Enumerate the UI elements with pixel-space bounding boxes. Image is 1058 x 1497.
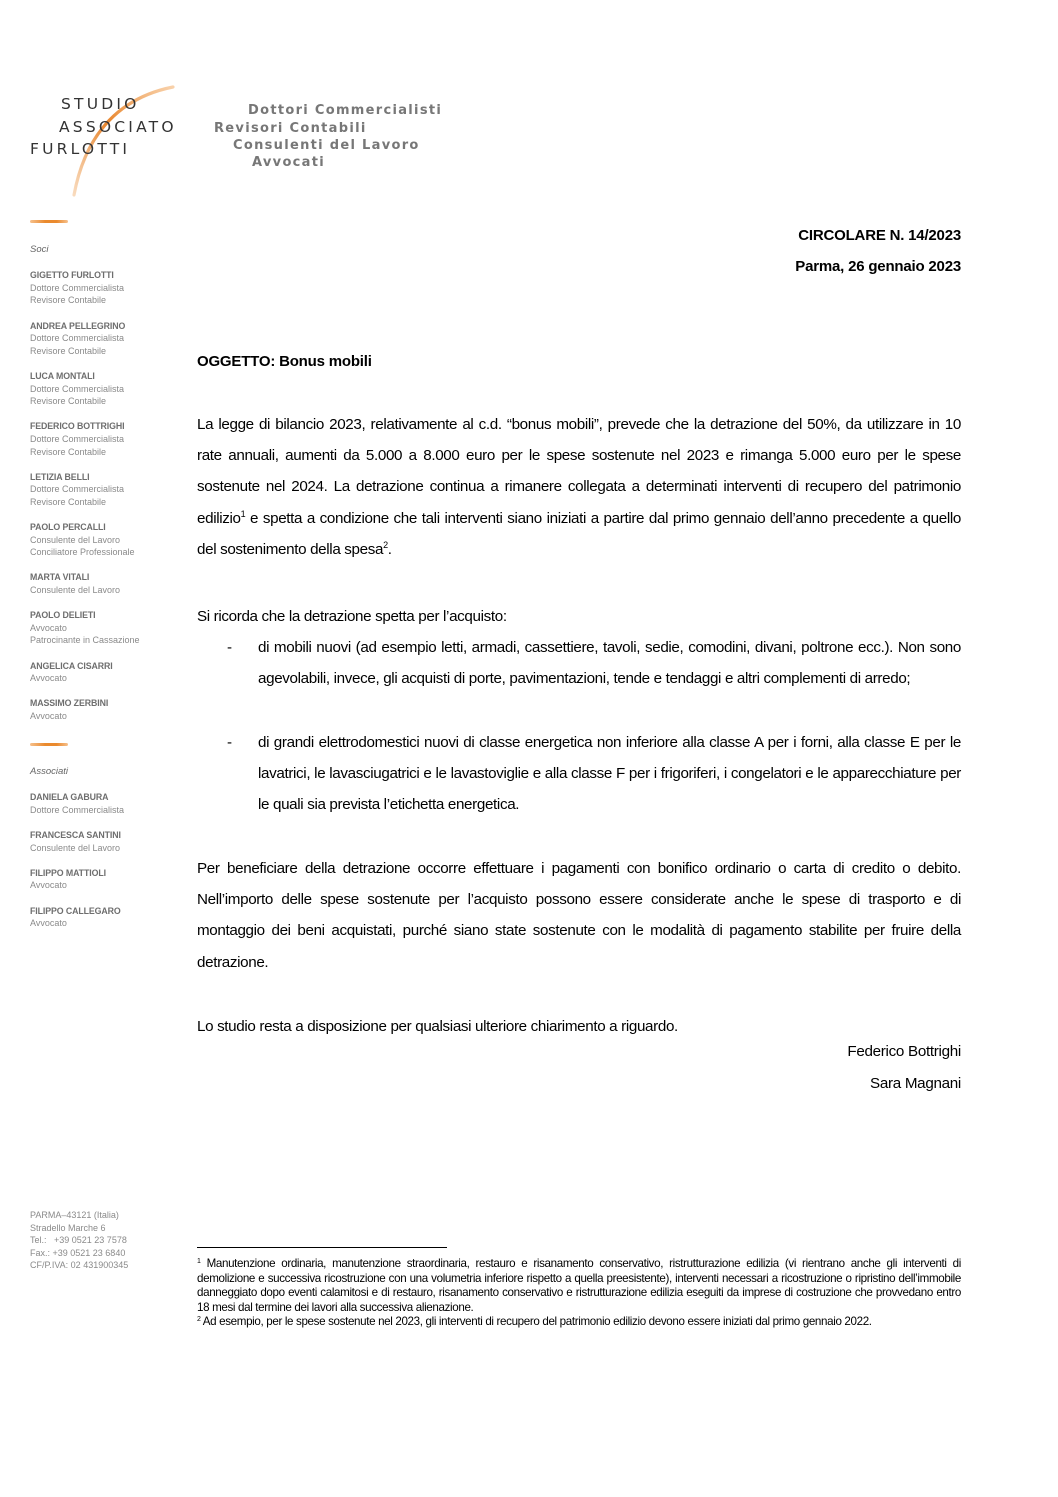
person-role: Revisore Contabile: [30, 345, 107, 356]
paragraph-list-intro: Si ricorda che la detrazione spetta per l’acquisto:: [197, 608, 507, 625]
footnote: [197, 1257, 961, 1315]
paragraph-closing: Lo studio resta a disposizione per qualsiasi ulteriore chiarimento a riguardo.: [197, 1018, 678, 1035]
paragraph-payment: Per beneficiare della detrazione occorre effettuare i pagamenti con bonifico ordinario o carta di credito o debito. Nell’importo delle spese sostenute per l’acquisto possono essere considerate anche le spese di trasporto e di montaggio dei beni acquistati, purché siano state sostenute con le modalità di pagamento stabilite per fruire della detrazione.: [197, 860, 961, 971]
person-name: PAOLO DELIETI: [30, 610, 96, 621]
sidebar-person: [30, 829, 124, 854]
person-name: GIGETTO FURLOTTI: [30, 270, 114, 281]
footnote: [197, 1315, 961, 1330]
sidebar-person: [30, 269, 140, 307]
person-role: Consulente del Lavoro: [30, 842, 121, 853]
studio-logo: [28, 85, 188, 210]
logo-line-2: ASSOCIATO: [59, 118, 177, 136]
soci-list: [30, 269, 140, 722]
address-line: Stradello Marche 6: [30, 1222, 106, 1233]
person-role: Consulente del Lavoro: [30, 534, 121, 545]
person-role: Dottore Commercialista: [30, 433, 125, 444]
sidebar-person: [30, 867, 124, 892]
list-item-text: di mobili nuovi (ad esempio letti, armadi, cassettiere, tavoli, sedie, comodini, divani, poltrone ecc.). Non sono agevolabili, invece, gli acquisti di porte, pavimentazioni, tende e tendaggi e altri complementi di arredo;: [258, 639, 961, 688]
profession-line: Dottori Commercialisti: [248, 103, 443, 118]
text: .: [387, 540, 392, 558]
person-role: Dottore Commercialista: [30, 383, 125, 394]
footnote-mark: 2: [197, 1316, 201, 1324]
footnote-text: Ad esempio, per le spese sostenute nel 2023, gli interventi di recupero del patrimonio edilizio devono essere iniziati dal primo gennaio 2022.: [200, 1315, 872, 1329]
person-role: Revisore Contabile: [30, 396, 107, 407]
person-role: Consulente del Lavoro: [30, 585, 121, 596]
soci-label: Soci: [30, 244, 49, 255]
person-name: FRANCESCA SANTINI: [30, 829, 121, 840]
sidebar-person: [30, 697, 140, 722]
sidebar-person: [30, 791, 124, 816]
studio-address: [30, 1209, 128, 1272]
person-role: Revisore Contabile: [30, 496, 107, 507]
person-role: Dottore Commercialista: [30, 804, 125, 815]
sidebar-person: [30, 471, 140, 509]
associati-list: [30, 791, 124, 930]
list-item: [197, 727, 961, 821]
person-role: Revisore Contabile: [30, 446, 107, 457]
person-name: DANIELA GABURA: [30, 792, 109, 803]
logo-line-3: FURLOTTI: [30, 140, 131, 158]
sidebar-soci: [30, 244, 140, 735]
address-line: PARMA–43121 (Italia): [30, 1210, 119, 1220]
address-line: Tel.: +39 0521 23 7578: [30, 1235, 127, 1246]
person-name: FILIPPO MATTIOLI: [30, 867, 106, 878]
person-name: MARTA VITALI: [30, 572, 90, 583]
bullet-dash: -: [227, 639, 232, 656]
person-name: MASSIMO ZERBINI: [30, 698, 109, 709]
circular-number: CIRCOLARE N. 14/2023: [798, 227, 961, 244]
person-role: Avvocato: [30, 710, 67, 721]
sidebar-person: [30, 905, 124, 930]
profession-line: Revisori Contabili: [214, 121, 367, 136]
footnote-ref[interactable]: 2: [383, 539, 388, 550]
text: e spetta a condizione che tali interventi siano iniziati a partire dal primo gennaio dell’anno precedente a quello del sostenimento della spesa: [197, 509, 961, 558]
sidebar-person: [30, 370, 140, 408]
address-line: Fax.: +39 0521 23 6840: [30, 1247, 126, 1258]
bullet-dash: -: [227, 734, 232, 751]
document-date: Parma, 26 gennaio 2023: [795, 258, 961, 275]
divider-accent: [30, 220, 68, 223]
footnotes: [197, 1257, 961, 1330]
sidebar-person: [30, 609, 140, 647]
person-name: LUCA MONTALI: [30, 370, 95, 381]
footnote-ref[interactable]: 1: [240, 508, 246, 519]
person-role: Avvocato: [30, 880, 67, 891]
sidebar-person: [30, 521, 140, 559]
associati-label: Associati: [30, 766, 69, 777]
sidebar-associati: [30, 766, 124, 942]
person-role: Avvocato: [30, 918, 67, 929]
profession-line: Consulenti del Lavoro: [233, 138, 420, 153]
person-name: ANGELICA CISARRI: [30, 660, 113, 671]
sidebar-person: [30, 660, 140, 685]
person-role: Avvocato: [30, 673, 67, 684]
logo-line-1: STUDIO: [61, 95, 140, 113]
person-name: FILIPPO CALLEGARO: [30, 905, 121, 916]
footnote-mark: 1: [197, 1258, 201, 1265]
person-role: Dottore Commercialista: [30, 333, 125, 344]
footnote-separator: [197, 1247, 447, 1248]
sidebar-person: [30, 571, 140, 596]
person-role: Patrocinante in Cassazione: [30, 635, 140, 646]
list-item-text: di grandi elettrodomestici nuovi di classe energetica non inferiore alla classe A per i forni, alla classe E per le lavatrici, le lavasciugatrici e le lavastoviglie e alla classe F per i frigoriferi, i congelatori e le apparecchiature per le quali sia prevista l’etichetta energetica.: [258, 734, 961, 814]
person-role: Dottore Commercialista: [30, 484, 125, 495]
person-role: Revisore Contabile: [30, 295, 107, 306]
paragraph-intro: [197, 409, 961, 565]
person-role: Conciliatore Professionale: [30, 547, 135, 558]
subject-line: OGGETTO: Bonus mobili: [197, 353, 372, 370]
list-item: [197, 632, 961, 694]
sidebar-person: [30, 320, 140, 358]
divider-accent: [30, 743, 68, 746]
person-name: PAOLO PERCALLI: [30, 522, 106, 533]
person-role: Avvocato: [30, 622, 67, 633]
profession-line: Avvocati: [252, 155, 326, 170]
footnote-text: Manutenzione ordinaria, manutenzione straordinaria, restauro e risanamento conservativo, ristrutturazione edilizia (vi rientrano anche gli interventi di demolizione e successiva ricostruzione con una volumetria inferiore rispetto a quella preesistente), interventi necessari a ricostruzione o ripristino dell’immobile danneggiato dopo eventi calamitosi e di restauro, risanamento conservativo e ristrutturazione edilizia eseguiti da imprese di costruzione che provvedano entro 18 mesi dal termine dei lavori alla successiva alienazione.: [197, 1257, 961, 1314]
signature: Sara Magnani: [870, 1075, 961, 1092]
signature: Federico Bottrighi: [847, 1043, 961, 1060]
person-name: FEDERICO BOTTRIGHI: [30, 421, 125, 432]
text: La legge di bilancio 2023, relativamente al c.d. “bonus mobili”, prevede che la detrazione del 50%, da utilizzare in 10 rate annuali, aumenti da 5.000 a 8.000 euro per le spese sostenute nel 2023 e rimanga 5.000 euro per le spese sostenute nel 2024. La detrazione continua a rimanere collegata a determinati interventi di recupero del patrimonio edilizio: [197, 416, 961, 527]
sidebar-person: [30, 420, 140, 458]
person-name: LETIZIA BELLI: [30, 471, 90, 482]
address-line: CF/P.IVA: 02 431900345: [30, 1260, 129, 1271]
person-name: ANDREA PELLEGRINO: [30, 320, 126, 331]
person-role: Dottore Commercialista: [30, 282, 125, 293]
